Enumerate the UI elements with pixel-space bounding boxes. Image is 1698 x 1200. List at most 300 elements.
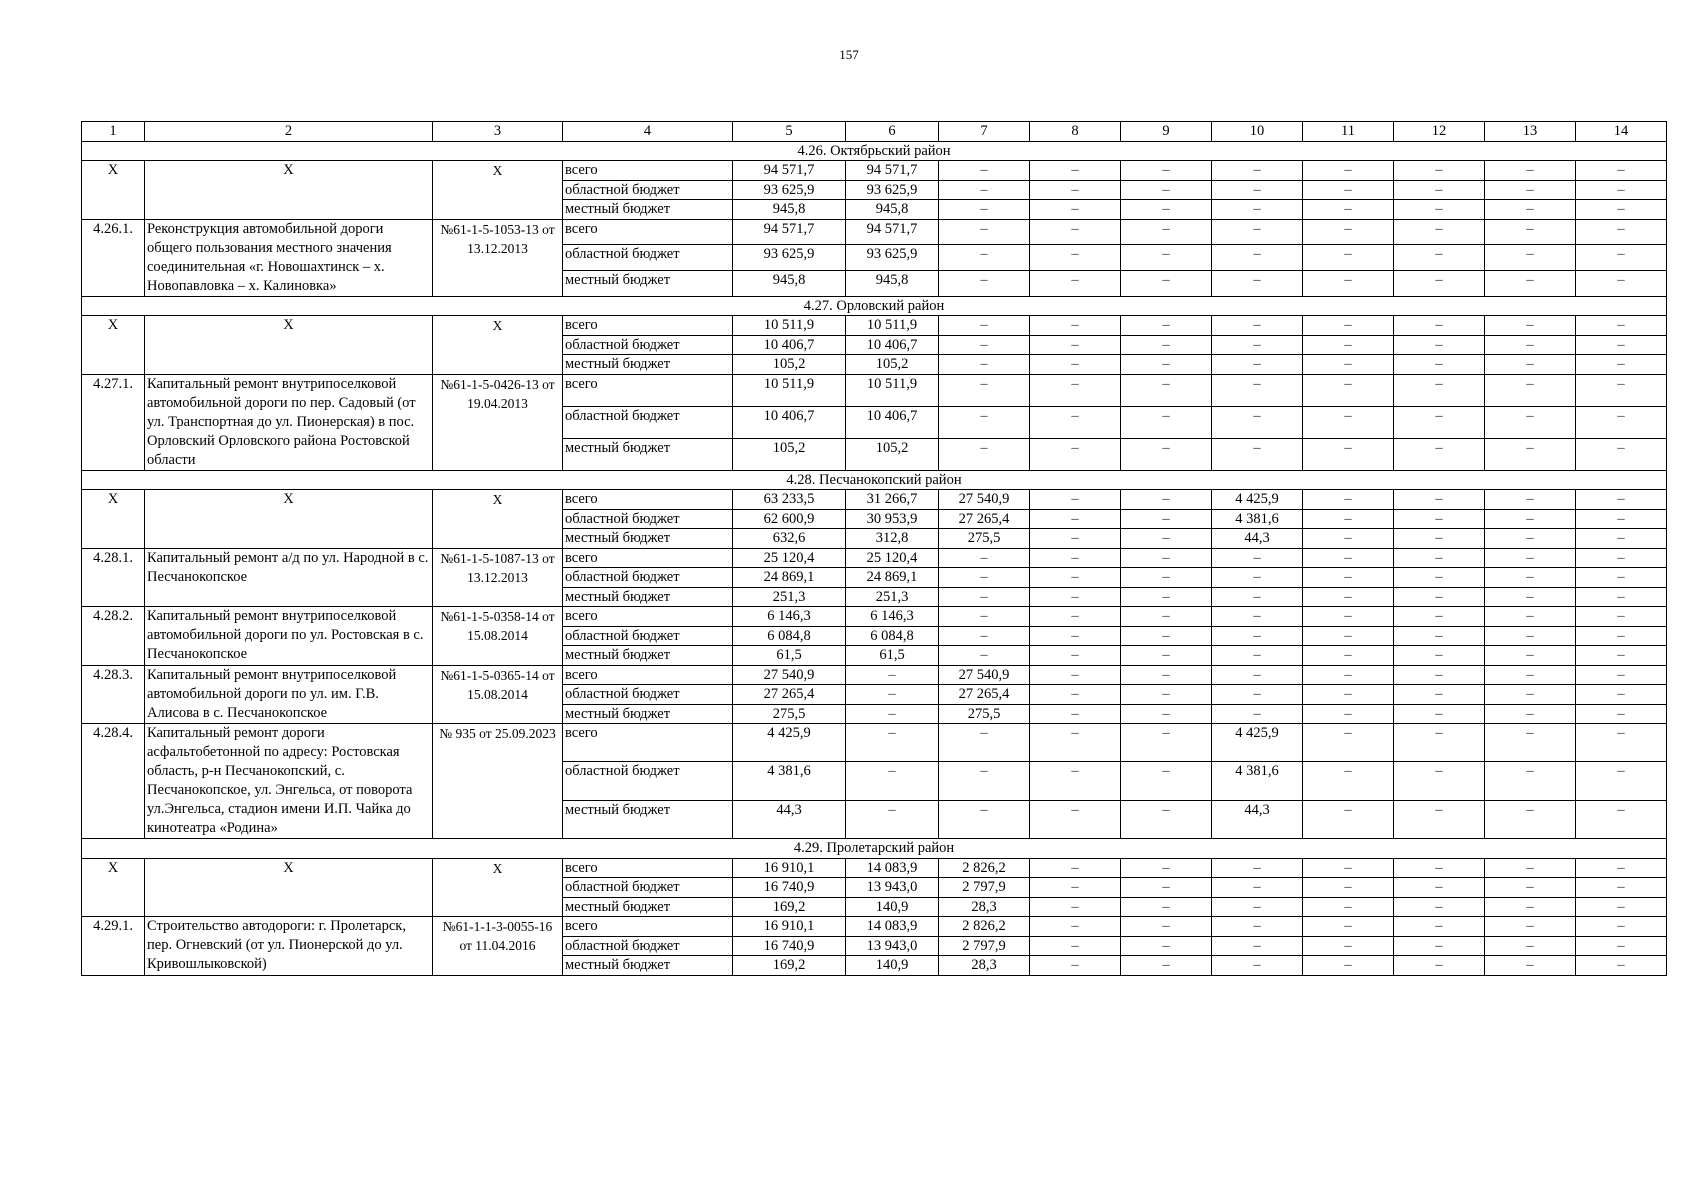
amount-cell: – — [939, 800, 1030, 838]
amount-cell: – — [1030, 406, 1121, 438]
amount-cell: – — [1576, 245, 1667, 271]
amount-cell: – — [1303, 548, 1394, 568]
amount-cell: – — [1030, 529, 1121, 549]
amount-cell: – — [1030, 335, 1121, 355]
funding-source: местный бюджет — [563, 897, 733, 917]
amount-cell: – — [939, 548, 1030, 568]
section-title: 4.27. Орловский район — [82, 296, 1667, 316]
item-number: X — [82, 858, 145, 917]
amount-cell: 16 910,1 — [733, 858, 846, 878]
amount-cell: – — [939, 406, 1030, 438]
amount-cell: – — [1121, 607, 1212, 627]
amount-cell: – — [1212, 374, 1303, 406]
amount-cell: – — [1576, 219, 1667, 245]
item-number: 4.27.1. — [82, 374, 145, 470]
amount-cell: – — [939, 568, 1030, 588]
amount-cell: – — [1303, 490, 1394, 510]
amount-cell: – — [846, 724, 939, 762]
amount-cell: – — [1030, 180, 1121, 200]
amount-cell: 4 381,6 — [1212, 762, 1303, 800]
amount-cell: – — [1394, 917, 1485, 937]
amount-cell: – — [1212, 270, 1303, 296]
amount-cell: – — [1303, 316, 1394, 336]
amount-cell: – — [1485, 335, 1576, 355]
table-row — [82, 724, 1667, 762]
amount-cell: – — [1576, 626, 1667, 646]
amount-cell: – — [1576, 568, 1667, 588]
amount-cell: 27 540,9 — [733, 665, 846, 685]
amount-cell: – — [1121, 355, 1212, 375]
amount-cell: – — [1576, 917, 1667, 937]
amount-cell: 13 943,0 — [846, 936, 939, 956]
amount-cell: – — [1485, 878, 1576, 898]
amount-cell: – — [939, 587, 1030, 607]
amount-cell: – — [939, 161, 1030, 181]
amount-cell: – — [1030, 509, 1121, 529]
amount-cell: – — [1212, 438, 1303, 470]
amount-cell: 14 083,9 — [846, 858, 939, 878]
amount-cell: – — [1394, 646, 1485, 666]
amount-cell: 27 265,4 — [733, 685, 846, 705]
amount-cell: – — [1485, 762, 1576, 800]
amount-cell: 27 540,9 — [939, 665, 1030, 685]
amount-cell: – — [1394, 245, 1485, 271]
amount-cell: – — [1485, 438, 1576, 470]
amount-cell: – — [1030, 897, 1121, 917]
item-number: 4.29.1. — [82, 917, 145, 976]
column-header: 2 — [145, 122, 433, 142]
amount-cell: 93 625,9 — [846, 245, 939, 271]
amount-cell: – — [1030, 355, 1121, 375]
amount-cell: – — [1485, 180, 1576, 200]
amount-cell: – — [1121, 529, 1212, 549]
amount-cell: – — [1576, 858, 1667, 878]
amount-cell: 140,9 — [846, 897, 939, 917]
amount-cell: – — [1303, 762, 1394, 800]
item-description: X — [145, 161, 433, 220]
amount-cell: – — [1394, 665, 1485, 685]
amount-cell: – — [1576, 704, 1667, 724]
amount-cell: – — [1394, 762, 1485, 800]
funding-source: областной бюджет — [563, 509, 733, 529]
amount-cell: 945,8 — [733, 270, 846, 296]
amount-cell: – — [1212, 646, 1303, 666]
item-number: X — [82, 490, 145, 549]
item-description: X — [145, 316, 433, 375]
amount-cell: – — [939, 626, 1030, 646]
table-row — [82, 316, 1667, 336]
amount-cell: – — [1121, 245, 1212, 271]
item-description: Строительство автодороги: г. Пролетарск, пер. Огневский (от ул. Пионерской до ул. Кривошлыковской) — [145, 917, 433, 976]
item-number: 4.28.2. — [82, 607, 145, 666]
amount-cell: – — [1303, 724, 1394, 762]
funding-source: всего — [563, 607, 733, 627]
amount-cell: – — [1576, 335, 1667, 355]
amount-cell: – — [1303, 646, 1394, 666]
amount-cell: 61,5 — [733, 646, 846, 666]
amount-cell: – — [1576, 665, 1667, 685]
amount-cell: 10 406,7 — [846, 406, 939, 438]
amount-cell: – — [1576, 548, 1667, 568]
amount-cell: – — [1030, 956, 1121, 976]
amount-cell: – — [1121, 316, 1212, 336]
amount-cell: 169,2 — [733, 897, 846, 917]
item-description: X — [145, 490, 433, 549]
column-header: 1 — [82, 122, 145, 142]
funding-source: всего — [563, 490, 733, 510]
amount-cell: – — [1212, 355, 1303, 375]
table-row — [82, 374, 1667, 406]
table-row — [82, 490, 1667, 510]
amount-cell: – — [1212, 936, 1303, 956]
funding-source: всего — [563, 219, 733, 245]
column-header: 3 — [433, 122, 563, 142]
amount-cell: – — [1576, 956, 1667, 976]
funding-source: областной бюджет — [563, 335, 733, 355]
amount-cell: – — [1394, 607, 1485, 627]
amount-cell: – — [1030, 704, 1121, 724]
amount-cell: 105,2 — [846, 355, 939, 375]
item-description: Капитальный ремонт внутрипоселковой автомобильной дороги по пер. Садовый (от ул. Транспортная до ул. Пионерская) в пос. Орловский Орловского района Ростовской области — [145, 374, 433, 470]
amount-cell: 6 146,3 — [733, 607, 846, 627]
amount-cell: 6 146,3 — [846, 607, 939, 627]
amount-cell: – — [1303, 936, 1394, 956]
amount-cell: 10 511,9 — [733, 316, 846, 336]
amount-cell: – — [1576, 270, 1667, 296]
amount-cell: 25 120,4 — [846, 548, 939, 568]
amount-cell: – — [1030, 607, 1121, 627]
amount-cell: – — [1394, 490, 1485, 510]
amount-cell: – — [939, 374, 1030, 406]
item-document: №61-1-1-3-0055-16 от 11.04.2016 — [433, 917, 563, 976]
funding-source: всего — [563, 724, 733, 762]
amount-cell: 31 266,7 — [846, 490, 939, 510]
amount-cell: – — [1212, 858, 1303, 878]
item-document: №61-1-5-1053-13 от 13.12.2013 — [433, 219, 563, 296]
amount-cell: – — [1576, 406, 1667, 438]
amount-cell: – — [1485, 587, 1576, 607]
funding-source: местный бюджет — [563, 355, 733, 375]
amount-cell: – — [1485, 509, 1576, 529]
amount-cell: – — [1121, 270, 1212, 296]
amount-cell: – — [1212, 685, 1303, 705]
amount-cell: – — [1030, 200, 1121, 220]
amount-cell: – — [1576, 355, 1667, 375]
funding-source: областной бюджет — [563, 568, 733, 588]
amount-cell: – — [1212, 568, 1303, 588]
amount-cell: – — [1121, 587, 1212, 607]
amount-cell: – — [1303, 858, 1394, 878]
amount-cell: – — [1212, 161, 1303, 181]
amount-cell: – — [939, 724, 1030, 762]
amount-cell: – — [1030, 936, 1121, 956]
amount-cell: – — [1576, 762, 1667, 800]
amount-cell: 6 084,8 — [733, 626, 846, 646]
amount-cell: – — [1576, 685, 1667, 705]
amount-cell: – — [1030, 490, 1121, 510]
amount-cell: 16 740,9 — [733, 878, 846, 898]
amount-cell: – — [1303, 219, 1394, 245]
amount-cell: – — [1576, 180, 1667, 200]
budget-table — [81, 121, 1667, 976]
amount-cell: 63 233,5 — [733, 490, 846, 510]
amount-cell: – — [1303, 161, 1394, 181]
funding-source: местный бюджет — [563, 270, 733, 296]
amount-cell: 251,3 — [733, 587, 846, 607]
amount-cell: – — [1030, 568, 1121, 588]
amount-cell: – — [1212, 607, 1303, 627]
amount-cell: – — [1121, 180, 1212, 200]
amount-cell: – — [1030, 762, 1121, 800]
section-title: 4.26. Октябрьский район — [82, 141, 1667, 161]
funding-source: местный бюджет — [563, 587, 733, 607]
table-row — [82, 665, 1667, 685]
amount-cell: – — [1303, 406, 1394, 438]
item-document: №61-1-5-0358-14 от 15.08.2014 — [433, 607, 563, 666]
amount-cell: – — [1030, 587, 1121, 607]
column-header: 12 — [1394, 122, 1485, 142]
amount-cell: – — [1303, 245, 1394, 271]
amount-cell: – — [1485, 704, 1576, 724]
amount-cell: – — [1212, 406, 1303, 438]
amount-cell: – — [1576, 724, 1667, 762]
amount-cell: 10 511,9 — [733, 374, 846, 406]
amount-cell: – — [939, 355, 1030, 375]
item-number: X — [82, 161, 145, 220]
amount-cell: 4 425,9 — [1212, 724, 1303, 762]
amount-cell: – — [1121, 219, 1212, 245]
column-header: 8 — [1030, 122, 1121, 142]
funding-source: всего — [563, 858, 733, 878]
amount-cell: 2 797,9 — [939, 936, 1030, 956]
amount-cell: – — [1121, 438, 1212, 470]
item-description: Капитальный ремонт дороги асфальтобетонной по адресу: Ростовская область, р-н Песчанокопский, с. Песчанокопское, ул. Энгельса, от поворота ул.Энгельса, стадион имени И.П. Чайка до кинотеатра «Родина» — [145, 724, 433, 839]
amount-cell: – — [1303, 529, 1394, 549]
amount-cell: – — [1576, 936, 1667, 956]
item-number: 4.28.1. — [82, 548, 145, 607]
item-document: X — [433, 858, 563, 917]
amount-cell: – — [1576, 607, 1667, 627]
funding-source: всего — [563, 316, 733, 336]
amount-cell: – — [1030, 800, 1121, 838]
item-number: 4.28.3. — [82, 665, 145, 724]
amount-cell: 2 826,2 — [939, 858, 1030, 878]
table-row — [82, 858, 1667, 878]
amount-cell: – — [1121, 665, 1212, 685]
amount-cell: – — [1576, 646, 1667, 666]
amount-cell: – — [1212, 180, 1303, 200]
item-number: 4.28.4. — [82, 724, 145, 839]
column-header: 14 — [1576, 122, 1667, 142]
amount-cell: – — [939, 646, 1030, 666]
amount-cell: – — [1394, 219, 1485, 245]
amount-cell: – — [1212, 219, 1303, 245]
amount-cell: – — [1303, 956, 1394, 976]
amount-cell: 24 869,1 — [733, 568, 846, 588]
amount-cell: – — [1303, 509, 1394, 529]
amount-cell: – — [1303, 374, 1394, 406]
item-document: X — [433, 490, 563, 549]
amount-cell: – — [1121, 858, 1212, 878]
amount-cell: – — [1394, 355, 1485, 375]
amount-cell: 94 571,7 — [733, 161, 846, 181]
item-document: №61-1-5-1087-13 от 13.12.2013 — [433, 548, 563, 607]
amount-cell: – — [1121, 956, 1212, 976]
item-description: Капитальный ремонт внутрипоселковой автомобильной дороги по ул. им. Г.В. Алисова в с. Песчанокопское — [145, 665, 433, 724]
amount-cell: – — [1394, 335, 1485, 355]
item-description: Капитальный ремонт а/д по ул. Народной в с. Песчанокопское — [145, 548, 433, 607]
amount-cell: – — [1394, 685, 1485, 705]
amount-cell: – — [1030, 270, 1121, 296]
amount-cell: – — [1576, 316, 1667, 336]
amount-cell: – — [1030, 665, 1121, 685]
column-header-row — [82, 122, 1667, 142]
section-row — [82, 839, 1667, 859]
amount-cell: – — [1212, 665, 1303, 685]
column-header: 9 — [1121, 122, 1212, 142]
amount-cell: – — [1485, 529, 1576, 549]
amount-cell: – — [1121, 878, 1212, 898]
item-document: № 935 от 25.09.2023 — [433, 724, 563, 839]
funding-source: всего — [563, 548, 733, 568]
amount-cell: – — [939, 335, 1030, 355]
amount-cell: – — [846, 665, 939, 685]
amount-cell: 14 083,9 — [846, 917, 939, 937]
amount-cell: – — [1394, 956, 1485, 976]
section-title: 4.28. Песчанокопский район — [82, 470, 1667, 490]
amount-cell: – — [1121, 161, 1212, 181]
amount-cell: – — [1394, 438, 1485, 470]
amount-cell: – — [1485, 245, 1576, 271]
amount-cell: – — [939, 200, 1030, 220]
section-title: 4.29. Пролетарский район — [82, 839, 1667, 859]
amount-cell: – — [1394, 897, 1485, 917]
amount-cell: – — [1212, 548, 1303, 568]
amount-cell: 275,5 — [939, 704, 1030, 724]
amount-cell: 6 084,8 — [846, 626, 939, 646]
funding-source: областной бюджет — [563, 762, 733, 800]
section-row — [82, 141, 1667, 161]
amount-cell: – — [1212, 626, 1303, 646]
item-document: №61-1-5-0426-13 от 19.04.2013 — [433, 374, 563, 470]
amount-cell: 4 381,6 — [733, 762, 846, 800]
funding-source: областной бюджет — [563, 180, 733, 200]
amount-cell: – — [1576, 897, 1667, 917]
amount-cell: – — [1121, 936, 1212, 956]
item-description: Капитальный ремонт внутрипоселковой автомобильной дороги по ул. Ростовская в с. Песчанокопское — [145, 607, 433, 666]
amount-cell: 140,9 — [846, 956, 939, 976]
amount-cell: – — [1121, 548, 1212, 568]
amount-cell: – — [1394, 800, 1485, 838]
amount-cell: 945,8 — [846, 270, 939, 296]
amount-cell: – — [1121, 406, 1212, 438]
amount-cell: – — [1485, 956, 1576, 976]
amount-cell: 62 600,9 — [733, 509, 846, 529]
funding-source: местный бюджет — [563, 200, 733, 220]
amount-cell: – — [1394, 858, 1485, 878]
amount-cell: – — [1121, 374, 1212, 406]
amount-cell: 312,8 — [846, 529, 939, 549]
item-number: 4.26.1. — [82, 219, 145, 296]
amount-cell: – — [1576, 490, 1667, 510]
amount-cell: – — [1485, 800, 1576, 838]
amount-cell: – — [1121, 800, 1212, 838]
column-header: 6 — [846, 122, 939, 142]
amount-cell: – — [1485, 917, 1576, 937]
amount-cell: – — [1212, 704, 1303, 724]
funding-source: местный бюджет — [563, 646, 733, 666]
amount-cell: – — [1030, 374, 1121, 406]
amount-cell: – — [1485, 355, 1576, 375]
funding-source: всего — [563, 917, 733, 937]
amount-cell: – — [1303, 704, 1394, 724]
amount-cell: – — [1576, 800, 1667, 838]
amount-cell: – — [939, 607, 1030, 627]
amount-cell: 275,5 — [939, 529, 1030, 549]
amount-cell: – — [1485, 665, 1576, 685]
amount-cell: – — [1030, 858, 1121, 878]
amount-cell: – — [1121, 724, 1212, 762]
amount-cell: – — [1303, 270, 1394, 296]
column-header: 13 — [1485, 122, 1576, 142]
amount-cell: – — [1030, 646, 1121, 666]
amount-cell: – — [1485, 548, 1576, 568]
amount-cell: – — [1121, 509, 1212, 529]
item-document: №61-1-5-0365-14 от 15.08.2014 — [433, 665, 563, 724]
amount-cell: – — [1576, 374, 1667, 406]
amount-cell: – — [939, 245, 1030, 271]
amount-cell: – — [1576, 529, 1667, 549]
amount-cell: – — [1485, 219, 1576, 245]
amount-cell: – — [1394, 316, 1485, 336]
funding-source: местный бюджет — [563, 704, 733, 724]
amount-cell: – — [1394, 548, 1485, 568]
amount-cell: – — [1212, 335, 1303, 355]
amount-cell: – — [1303, 665, 1394, 685]
amount-cell: 10 511,9 — [846, 374, 939, 406]
amount-cell: 632,6 — [733, 529, 846, 549]
amount-cell: 4 381,6 — [1212, 509, 1303, 529]
amount-cell: – — [1394, 509, 1485, 529]
column-header: 5 — [733, 122, 846, 142]
amount-cell: – — [846, 704, 939, 724]
column-header: 11 — [1303, 122, 1394, 142]
amount-cell: 4 425,9 — [1212, 490, 1303, 510]
amount-cell: – — [1030, 245, 1121, 271]
amount-cell: – — [1303, 200, 1394, 220]
amount-cell: – — [1485, 161, 1576, 181]
amount-cell: – — [939, 762, 1030, 800]
amount-cell: – — [1303, 180, 1394, 200]
amount-cell: – — [1030, 878, 1121, 898]
amount-cell: 28,3 — [939, 897, 1030, 917]
funding-source: областной бюджет — [563, 626, 733, 646]
amount-cell: – — [1485, 724, 1576, 762]
amount-cell: – — [1576, 509, 1667, 529]
amount-cell: 93 625,9 — [846, 180, 939, 200]
item-description: Реконструкция автомобильной дороги общего пользования местного значения соединительная «г. Новошахтинск – х. Новопавловка – х. Калиновка» — [145, 219, 433, 296]
amount-cell: 2 826,2 — [939, 917, 1030, 937]
amount-cell: – — [939, 316, 1030, 336]
amount-cell: – — [1485, 406, 1576, 438]
amount-cell: – — [1030, 438, 1121, 470]
amount-cell: – — [1121, 704, 1212, 724]
amount-cell: – — [1121, 646, 1212, 666]
amount-cell: 945,8 — [846, 200, 939, 220]
amount-cell: – — [1485, 858, 1576, 878]
amount-cell: – — [1485, 685, 1576, 705]
amount-cell: – — [1485, 626, 1576, 646]
